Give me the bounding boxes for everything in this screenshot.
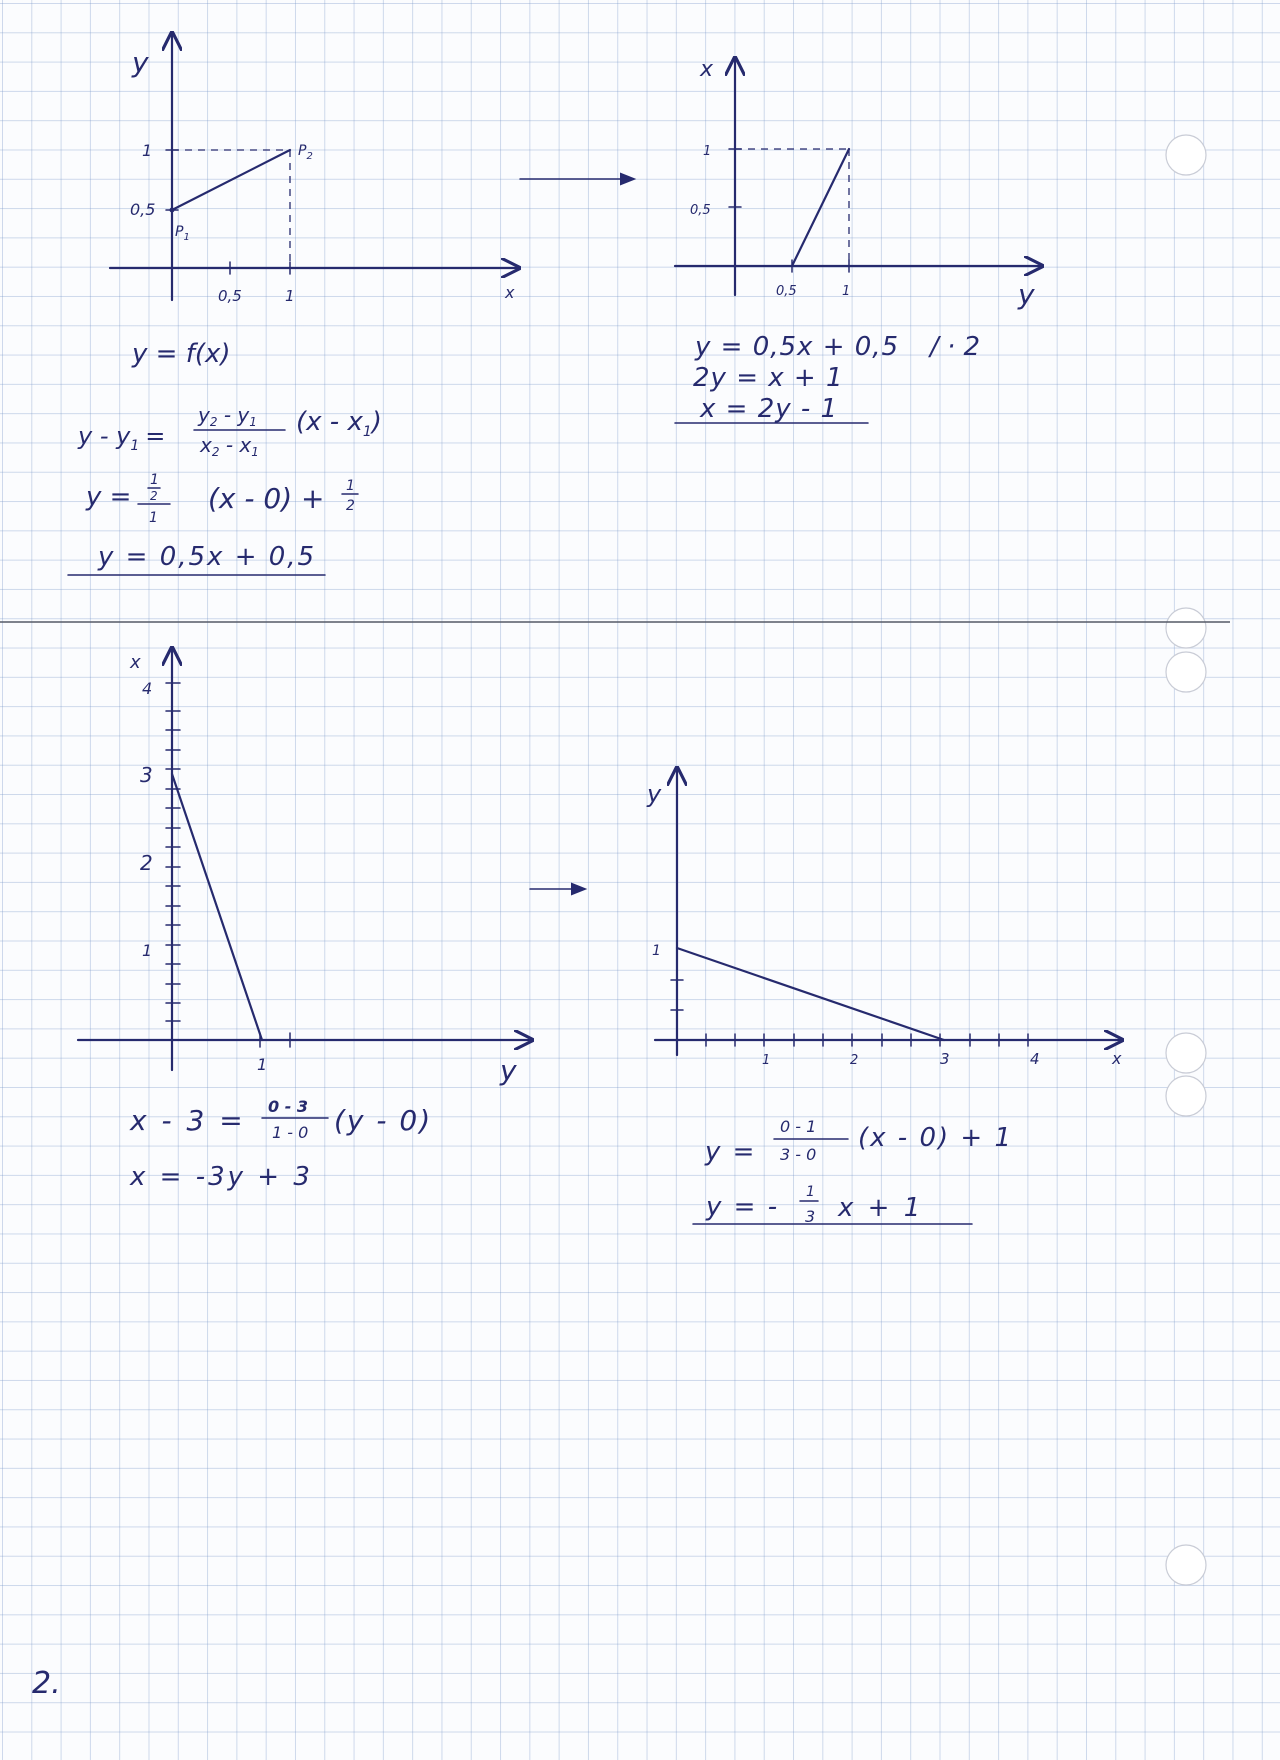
x-tick-label: 1 [762,1053,771,1068]
equation-line-2: 2y = x + 1 [693,363,844,393]
page-number: 2. [32,1666,61,1701]
half-num: 1 [346,478,355,494]
y-tick-label: 1 [142,941,153,960]
half-den: 2 [346,498,355,514]
y-tick-label: 2 [140,851,153,875]
sub-frac-num-den: 2 [150,489,158,503]
x-axis-label: x [1112,1049,1122,1068]
x-axis-label: y [1018,278,1035,311]
slope-numerator: 0 - 3 [268,1097,309,1116]
equation-line-1-rest: (x - 0) + 1 [858,1123,1013,1153]
y-axis-label: y [647,780,662,808]
x-axis-label: x [505,283,515,302]
substitution-rest: (x - 0) + [208,482,325,515]
point-slope-rhs: $(x - x_1)$ [296,407,382,440]
equation-line-2-lhs: y = - [706,1192,780,1222]
y-tick-label: 0,5 [690,203,711,218]
binder-hole [1166,608,1206,648]
function-line [172,150,290,210]
slope-denominator: $x_2 - x_1$ [200,433,259,459]
equations-top-left [68,339,382,575]
slope-numerator: 0 - 1 [780,1117,817,1136]
graph-bottom-left [78,650,530,1087]
point-p1 [170,208,175,213]
equations-top-right [675,332,980,424]
slope-denominator: 3 - 0 [780,1145,817,1164]
x-tick-label: 2 [850,1053,859,1068]
equations-bottom-left [129,1097,432,1192]
equation-line-1-lhs: x - 3 = [130,1104,246,1137]
equation-line-3: x = 2y - 1 [700,394,839,424]
sub-frac-den: 1 [149,510,158,526]
equation-line-1: y = 0,5x + 0,5 [695,332,900,362]
equation-line-1-rest: (y - 0) [334,1104,433,1137]
graph-bottom-right [646,770,1122,1068]
graph-top-right [675,57,1040,311]
binder-hole [1166,1076,1206,1116]
binder-hole [1166,1545,1206,1585]
y-tick-label: 1 [652,943,661,959]
equation-line-1-lhs: y = [705,1137,757,1167]
substitution-lhs: y = [86,482,132,512]
y-tick-label: 1 [142,141,153,160]
x-tick-label: 3 [940,1050,950,1068]
function-line [792,149,849,266]
point-p1-label: $P_1$ [175,224,190,243]
point-p2-label: $P_2$ [298,143,313,162]
equation-line-2: x = -3y + 3 [130,1162,313,1192]
graph-top-left [110,35,517,305]
coef-numerator: 1 [806,1184,815,1200]
binder-hole [1166,652,1206,692]
point-slope-lhs: y - $y_1$ = [78,422,166,454]
x-axis-label: y [500,1054,517,1087]
equation-line-2-rest: x + 1 [838,1193,924,1223]
function-definition: y = f(x) [132,339,231,369]
y-tick-label: 4 [142,679,153,698]
x-tick-label: 1 [285,287,295,305]
equations-bottom-right [693,1117,1013,1226]
function-line [172,774,262,1040]
x-tick-label: 1 [842,284,851,299]
x-tick-label: 1 [257,1055,268,1074]
y-tick-label: 3 [140,763,153,787]
y-axis-label: y [132,46,149,79]
result-equation: y = 0,5x + 0,5 [98,542,317,572]
function-line [677,948,944,1040]
slope-numerator: $y_2 - y_1$ [198,403,257,429]
y-tick-label: 1 [703,144,712,159]
x-tick-label: 0,5 [776,284,797,299]
equation-note: / · 2 [930,332,981,362]
coef-denominator: 3 [805,1207,816,1226]
binder-hole [1166,135,1206,175]
y-axis-label: x [130,652,141,673]
x-tick-label: 0,5 [218,287,242,305]
x-tick-label: 4 [1030,1050,1040,1068]
y-tick-label: 0,5 [130,200,156,219]
binder-holes [1166,135,1206,1585]
y-axis-label: x [700,57,714,82]
binder-hole [1166,1033,1206,1073]
sub-frac-num: 1 [150,472,159,488]
slope-denominator: 1 - 0 [272,1123,309,1142]
